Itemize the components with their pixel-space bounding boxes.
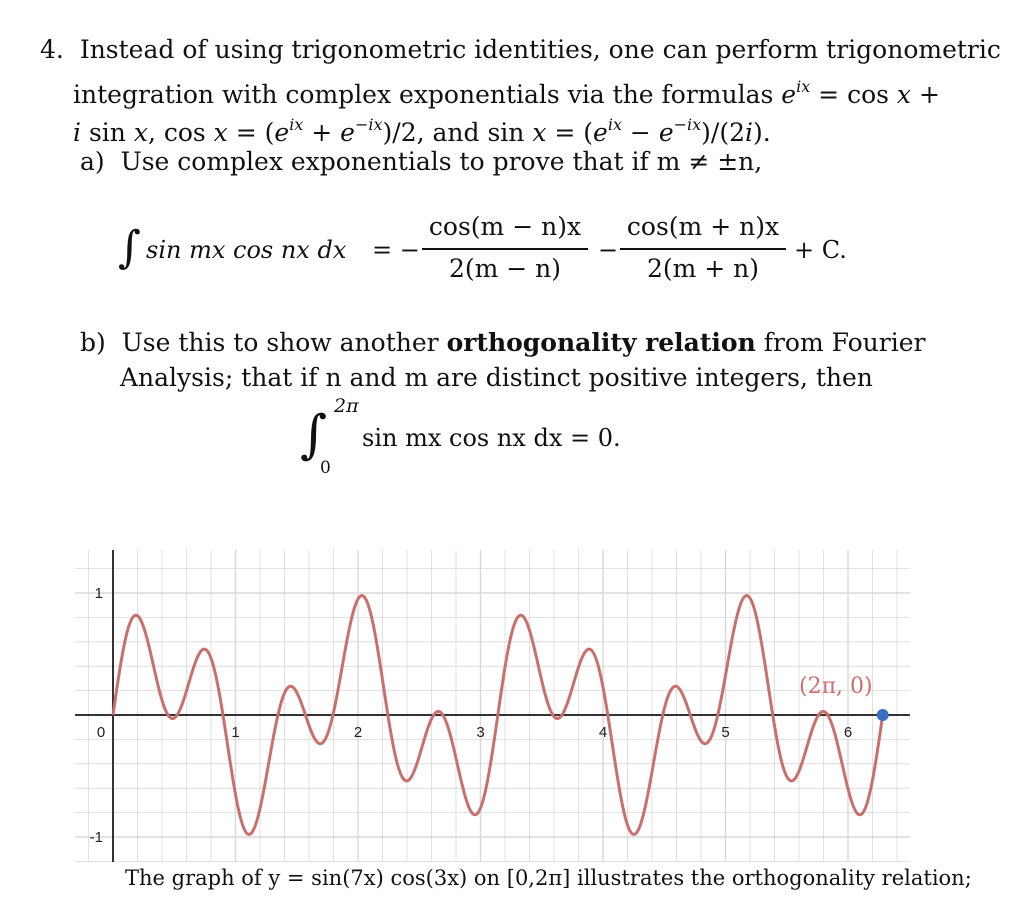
equals-minus: = − bbox=[372, 236, 420, 264]
endpoint-marker bbox=[877, 709, 889, 721]
x-tick-label: 1 bbox=[231, 724, 240, 741]
y-tick-label: 1 bbox=[94, 585, 103, 602]
frac2-bar bbox=[620, 248, 786, 250]
x-tick-label: 2 bbox=[353, 724, 363, 741]
lower-limit: 0 bbox=[320, 458, 331, 478]
plus-c: + C. bbox=[794, 236, 847, 264]
problem-line-1 bbox=[40, 35, 1001, 65]
problem-number: 4. bbox=[40, 35, 64, 64]
point-label: (2π, 0) bbox=[799, 674, 873, 699]
x-tick-label: 6 bbox=[843, 724, 853, 741]
x-tick-label: 4 bbox=[598, 724, 608, 741]
graph-axes bbox=[75, 550, 910, 862]
problem-line-2 bbox=[73, 72, 940, 110]
minus-sign: − bbox=[598, 236, 619, 264]
function-graph bbox=[0, 540, 1024, 870]
part-a-text: Use complex exponentials to prove that if m ≠ ±n, bbox=[120, 147, 763, 176]
intro-text: integration with complex exponentials via the formulas bbox=[73, 80, 782, 109]
var-x: x bbox=[896, 80, 912, 109]
frac1-bar bbox=[422, 248, 588, 250]
x-tick-label: 5 bbox=[721, 724, 730, 741]
part-b-line bbox=[80, 328, 925, 358]
x-tick-label: 3 bbox=[476, 724, 485, 741]
y-tick-label: -1 bbox=[89, 829, 103, 846]
problem-intro-line1: Instead of using trigonometric identities, one can perform trigonometric bbox=[79, 35, 1001, 64]
integrand-a: sin mx cos nx dx bbox=[146, 236, 347, 264]
frac1-den: 2(m − n) bbox=[448, 254, 562, 283]
part-b-bold: orthogonality relation bbox=[446, 328, 756, 357]
part-a-line bbox=[80, 147, 762, 177]
frac2-num: cos(m + n)x bbox=[626, 212, 780, 241]
integral-sign: ∫ bbox=[118, 222, 141, 273]
exp-e: e bbox=[781, 80, 797, 109]
part-a-label: a) bbox=[80, 147, 105, 176]
part-b-line2: Analysis; that if n and m are distinct positive integers, then bbox=[120, 363, 873, 392]
upper-limit: 2π bbox=[334, 395, 359, 417]
frac1-num: cos(m − n)x bbox=[428, 212, 582, 241]
problem-line-3: i sin x, $\cos x = (e^{ix} + e^{-ix})/2$, and $\sin x = (e^{ix} - e^{-ix})/(2i)$. bbox=[73, 115, 771, 147]
integral-sign-b: ∫ bbox=[300, 405, 328, 465]
graph-caption: The graph of y = sin(7x) cos(3x) on [0,2π] illustrates the orthogonality relation; bbox=[125, 866, 972, 890]
part-b-text-pre: Use this to show another bbox=[121, 328, 447, 357]
integrand-b: sin mx cos nx dx = 0. bbox=[362, 424, 621, 452]
graph-grid bbox=[75, 550, 910, 862]
exp-ix: ix bbox=[796, 77, 811, 96]
x-tick-label: 0 bbox=[96, 724, 106, 741]
part-b-text-post: from Fourier bbox=[755, 328, 926, 357]
frac2-den: 2(m + n) bbox=[646, 254, 760, 283]
part-b-label: b) bbox=[80, 328, 106, 357]
plus-sign: + bbox=[911, 80, 940, 109]
cos-text: = cos bbox=[810, 80, 897, 109]
